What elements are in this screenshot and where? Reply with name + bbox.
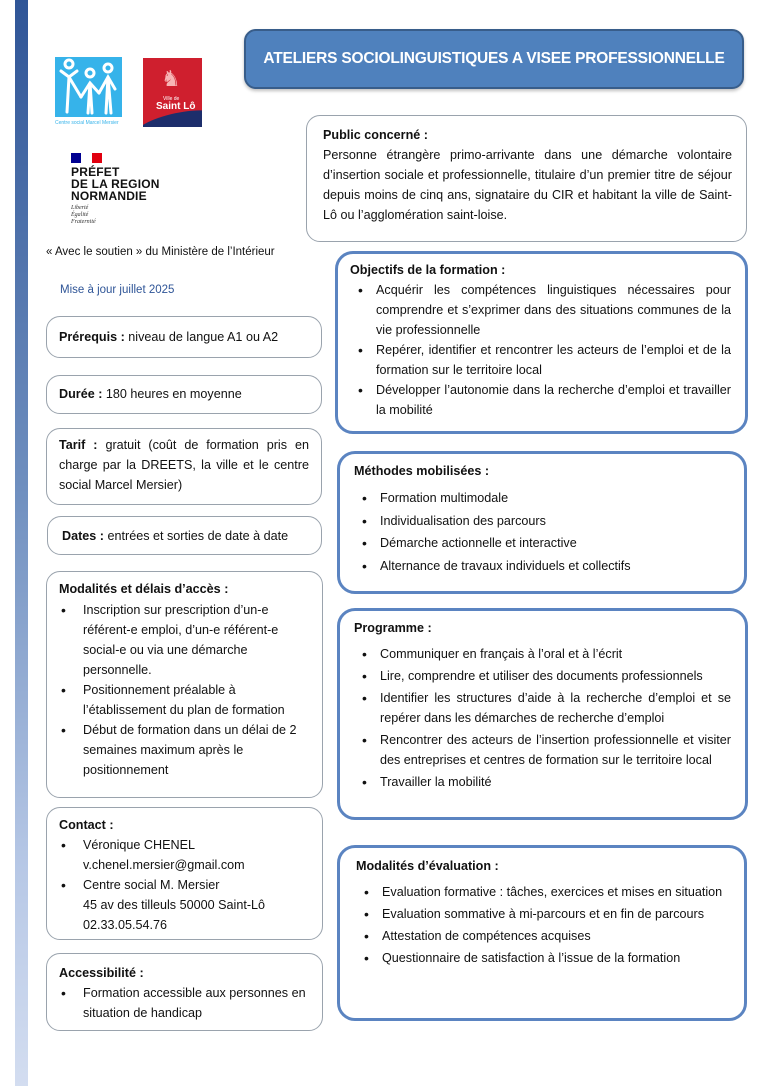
french-flag-icon bbox=[71, 153, 102, 163]
evaluation-item: • Attestation de compétences acquises bbox=[356, 926, 726, 946]
motto-liberte: Liberté bbox=[71, 205, 89, 211]
saint-lo-name: Saint Lô bbox=[156, 101, 196, 112]
acces-item: • Début de formation dans un délai de 2 semaines maximum après le positionnement bbox=[59, 720, 312, 780]
prefet-line-1: PRÉFET bbox=[71, 165, 120, 179]
tarif-label: Tarif : bbox=[59, 438, 98, 452]
duree-label: Durée : bbox=[59, 387, 103, 401]
duree-value: 180 heures en moyenne bbox=[102, 387, 242, 401]
contact-email[interactable]: v.chenel.mersier@gmail.com bbox=[83, 858, 245, 872]
contact-name: • Véronique CHENEL bbox=[83, 838, 196, 852]
modalites-acces-title: Modalités et délais d’accès : bbox=[59, 582, 229, 596]
programme-box bbox=[337, 608, 748, 820]
contact-item bbox=[59, 835, 312, 875]
programme-item: • Rencontrer des acteurs de l’insertion professionnelle et visiter des entreprises et centres de formation sur le territoire local bbox=[354, 730, 731, 770]
methode-item: • Formation multimodale bbox=[354, 487, 730, 510]
accessibilite-title: Accessibilité : bbox=[59, 966, 144, 980]
page-title: ATELIERS SOCIOLINGUISTIQUES A VISEE PROFESSIONNELLE bbox=[244, 29, 744, 89]
acces-item: • Positionnement préalable à l’établissement du plan de formation bbox=[59, 680, 312, 720]
motto-egalite: Égalité bbox=[71, 212, 89, 218]
prefet-logo bbox=[71, 153, 160, 226]
modalites-acces-box bbox=[46, 571, 323, 798]
evaluation-title: Modalités d’évaluation : bbox=[356, 859, 499, 873]
tarif-box bbox=[46, 428, 322, 505]
public-concerne-box bbox=[306, 115, 747, 242]
people-figures-icon bbox=[55, 57, 122, 117]
duree-box bbox=[46, 375, 322, 414]
evaluation-item: • Questionnaire de satisfaction à l’issue de la formation bbox=[356, 948, 726, 968]
objectifs-box bbox=[335, 251, 748, 434]
side-accent-bar bbox=[15, 0, 28, 1086]
saint-lo-logo bbox=[143, 58, 202, 127]
objectif-item: • Acquérir les compétences linguistiques nécessaires pour comprendre et s’exprimer dans des situations communes de la vie professionnelle bbox=[350, 280, 731, 340]
evaluation-item: • Evaluation formative : tâches, exercices et mises en situation bbox=[356, 882, 726, 902]
programme-item: • Lire, comprendre et utiliser des documents professionnels bbox=[354, 666, 731, 686]
unicorn-icon: ♞ bbox=[161, 66, 181, 91]
accessibilite-box bbox=[46, 953, 323, 1031]
methode-item: • Individualisation des parcours bbox=[354, 510, 730, 533]
public-title: Public concerné : bbox=[323, 128, 428, 142]
methodes-box bbox=[337, 451, 747, 594]
programme-item: • Communiquer en français à l’oral et à l’écrit bbox=[354, 644, 731, 664]
centre-social-logo bbox=[55, 57, 123, 131]
objectif-item: • Développer l’autonomie dans la recherche d’emploi et travailler la mobilité bbox=[350, 380, 731, 420]
public-text: Personne étrangère primo-arrivante dans une démarche volontaire d’insertion sociale et professionnelle, titulaire d’un premier titre de séjour depuis moins de cinq ans, signataire du CIR et habitant la ville de Saint-Lô ou l’agglomération saint-loise. bbox=[323, 148, 732, 222]
dates-label: Dates : bbox=[62, 529, 104, 543]
objectifs-title: Objectifs de la formation : bbox=[350, 263, 506, 277]
accessibilite-item: • Formation accessible aux personnes en situation de handicap bbox=[59, 983, 312, 1023]
tarif-value: gratuit (coût de formation pris en charge par la DREETS, la ville et le centre social Marcel Mersier) bbox=[59, 438, 309, 492]
objectif-item: • Repérer, identifier et rencontrer les acteurs de l’emploi et de la formation sur le territoire local bbox=[350, 340, 731, 380]
contact-title: Contact : bbox=[59, 818, 114, 832]
programme-item: • Identifier les structures d’aide à la recherche d’emploi et se repérer dans les démarches de recherche d’emploi bbox=[354, 688, 731, 728]
dates-box bbox=[47, 516, 322, 555]
centre-phone[interactable]: 02.33.05.54.76 bbox=[83, 918, 168, 932]
contact-item bbox=[59, 875, 312, 935]
contact-box bbox=[46, 807, 323, 940]
centre-social-caption: Centre social Marcel Mersier bbox=[55, 120, 119, 126]
acces-item: • Inscription sur prescription d’un-e référent-e emploi, d’un-e référent-e social-e ou via une démarche personnelle. bbox=[59, 600, 312, 680]
methode-item: • Démarche actionnelle et interactive bbox=[354, 532, 730, 555]
evaluation-item: • Evaluation sommative à mi-parcours et en fin de parcours bbox=[356, 904, 726, 924]
prefet-line-3: NORMANDIE bbox=[71, 189, 147, 203]
motto-fraternite: Fraternité bbox=[71, 219, 96, 225]
support-statement: « Avec le soutien » du Ministère de l’Intérieur bbox=[46, 246, 275, 258]
prerequis-value: niveau de langue A1 ou A2 bbox=[124, 330, 279, 344]
methodes-title: Méthodes mobilisées : bbox=[354, 464, 490, 478]
methode-item: • Alternance de travaux individuels et collectifs bbox=[354, 555, 730, 578]
update-date: Mise à jour juillet 2025 bbox=[60, 284, 175, 296]
centre-name: • Centre social M. Mersier bbox=[83, 878, 220, 892]
centre-address: 45 av des tilleuls 50000 Saint-Lô bbox=[83, 898, 266, 912]
saint-lo-prefix: Ville de bbox=[163, 96, 180, 102]
prerequis-label: Prérequis : bbox=[59, 330, 125, 344]
programme-title: Programme : bbox=[354, 621, 432, 635]
evaluation-box bbox=[337, 845, 747, 1021]
prefet-line-2: DE LA REGION bbox=[71, 177, 160, 191]
programme-item: • Travailler la mobilité bbox=[354, 772, 731, 792]
prerequis-box bbox=[46, 316, 322, 358]
dates-value: entrées et sorties de date à date bbox=[104, 529, 289, 543]
